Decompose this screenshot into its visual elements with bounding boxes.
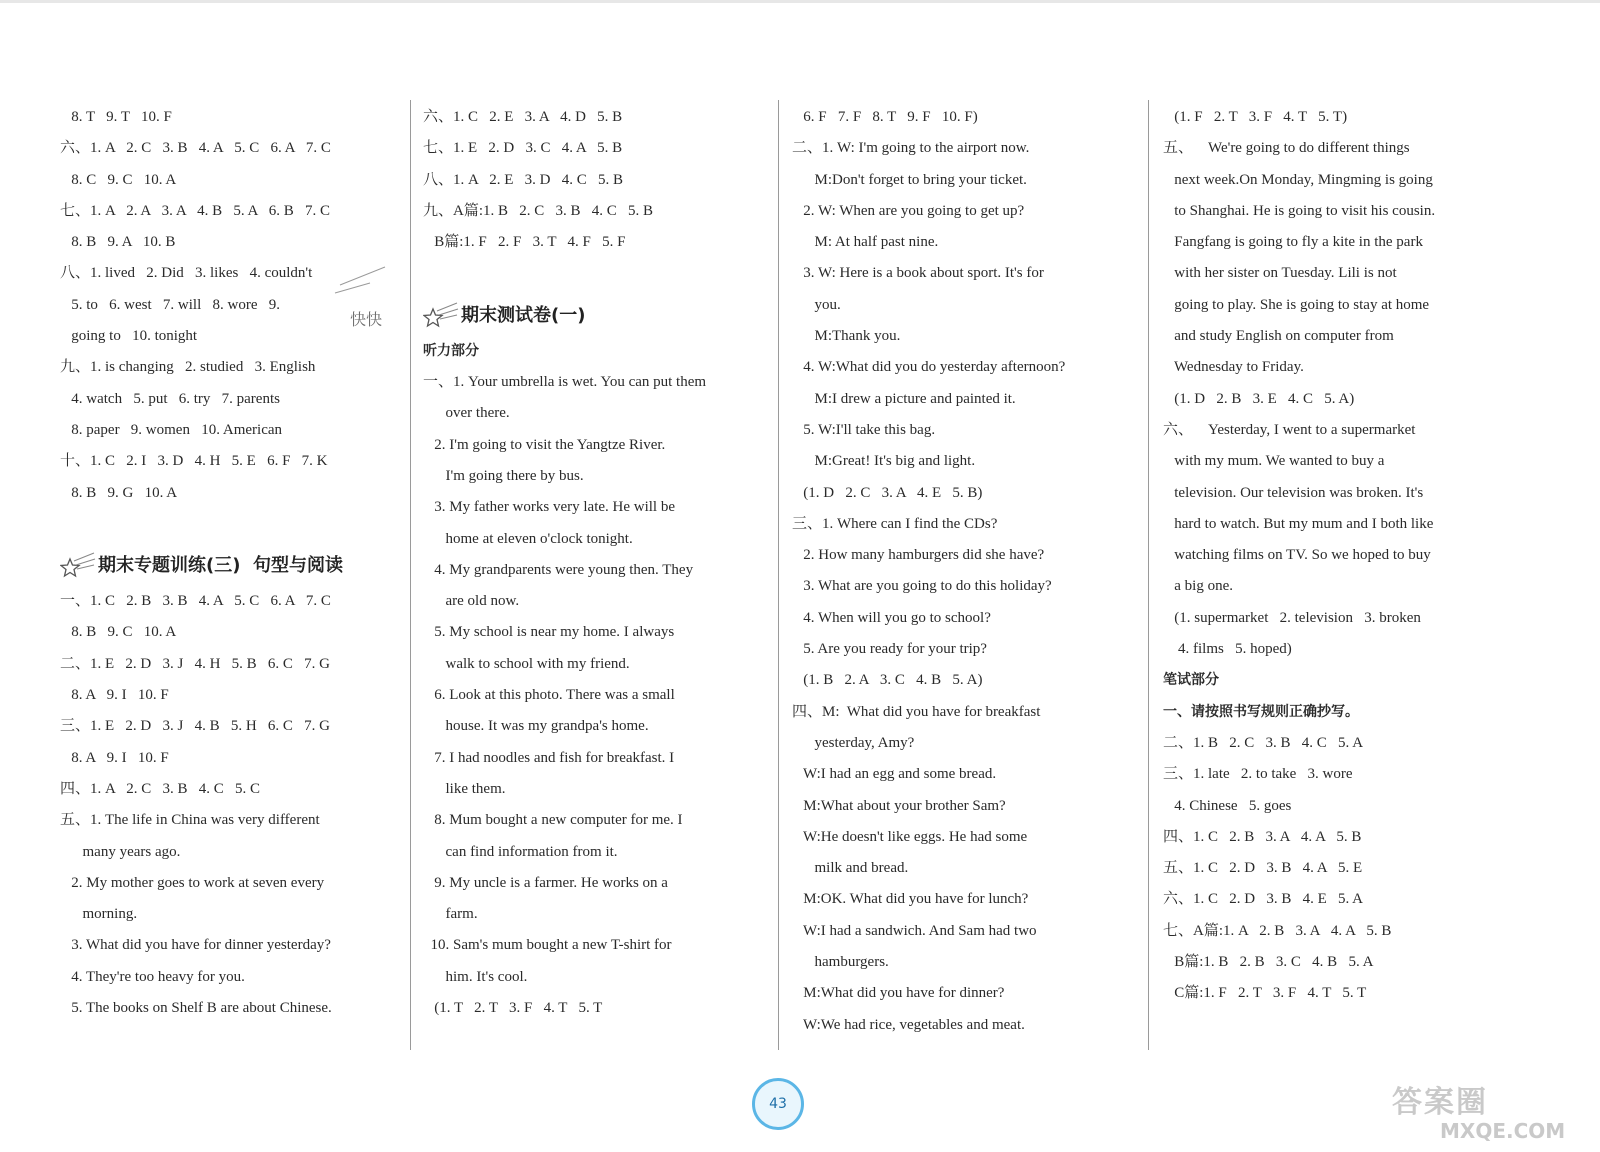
column-3 — [792, 102, 1132, 1041]
answer-line: 四、1. C 2. B 3. A 4. A 5. B — [1163, 828, 1362, 845]
answer-line: house. It was my grandpa's home. — [423, 718, 649, 735]
answer-line: 4. W:What did you do yesterday afternoon? — [792, 359, 1066, 376]
section-heading-text: 期末测试卷(一) — [461, 304, 586, 326]
answer-line: 六、1. A 2. C 3. B 4. A 5. C 6. A 7. C — [60, 140, 331, 157]
answer-line: 8. B 9. G 10. A — [60, 484, 178, 501]
answer-line: W:I had an egg and some bread. — [792, 766, 997, 783]
answer-line: over there. — [423, 405, 510, 422]
answer-line: M:What did you have for dinner? — [792, 985, 1005, 1002]
answer-line: 三、1. Where can I find the CDs? — [792, 515, 998, 532]
answer-line: 七、A篇:1. A 2. B 3. A 4. A 5. B — [1163, 922, 1392, 939]
answer-line: 8. T 9. T 10. F — [60, 109, 172, 125]
top-edge — [0, 0, 1600, 3]
answer-line: 五、 We're going to do different things — [1163, 140, 1410, 157]
answer-line: 8. B 9. C 10. A — [60, 624, 177, 641]
answer-line: television. Our television was broken. It's — [1163, 484, 1424, 501]
answer-line: 三、1. E 2. D 3. J 4. B 5. H 6. C 7. G — [60, 718, 331, 735]
answer-line: 七、1. A 2. A 3. A 4. B 5. A 6. B 7. C — [60, 202, 331, 219]
answer-line: him. It's cool. — [423, 968, 528, 985]
subsection-label: 笔试部分 — [1163, 672, 1219, 689]
answer-line: 二、1. W: I'm going to the airport now. — [792, 140, 1030, 157]
answer-line: next week.On Monday, Mingming is going — [1163, 171, 1433, 188]
answer-line: 六、1. C 2. E 3. A 4. D 5. B — [423, 109, 623, 125]
answer-line: M:What about your brother Sam? — [792, 797, 1006, 814]
watermark-line-1: 答案圈 — [1392, 1085, 1488, 1120]
answer-line: 4. They're too heavy for you. — [60, 968, 245, 985]
answer-line: 二、1. E 2. D 3. J 4. H 5. B 6. C 7. G — [60, 655, 331, 672]
answer-line: 七、1. E 2. D 3. C 4. A 5. B — [423, 140, 623, 157]
answer-line: (1. F 2. T 3. F 4. T 5. T) — [1163, 109, 1348, 125]
answer-line: M:Don't forget to bring your ticket. — [792, 171, 1027, 188]
answer-line: M:Great! It's big and light. — [792, 453, 976, 470]
answer-line: 5. W:I'll take this bag. — [792, 421, 936, 438]
answer-line: W:He doesn't like eggs. He had some — [792, 828, 1028, 845]
answer-line: can find information from it. — [423, 843, 618, 860]
answer-line: are old now. — [423, 593, 520, 610]
answer-line: 2. W: When are you going to get up? — [792, 202, 1025, 219]
answer-line — [60, 509, 395, 540]
answer-line: 四、1. A 2. C 3. B 4. C 5. C — [60, 780, 261, 797]
watermark — [1392, 1086, 1592, 1146]
answer-line: 3. My father works very late. He will be — [423, 499, 676, 516]
answer-line: and study English on computer from — [1163, 328, 1394, 345]
answer-line: with her sister on Tuesday. Lili is not — [1163, 265, 1397, 282]
answer-line: going to play. She is going to stay at home — [1163, 296, 1430, 313]
answer-line: milk and bread. — [792, 860, 909, 877]
answer-line: (1. D 2. C 3. A 4. E 5. B) — [792, 484, 983, 501]
answer-line: 一、1. Your umbrella is wet. You can put them — [423, 374, 707, 391]
answer-line: with my mum. We wanted to buy a — [1163, 453, 1385, 470]
handwriting-scribble — [330, 255, 400, 345]
answer-line: 一、1. C 2. B 3. B 4. A 5. C 6. A 7. C — [60, 593, 331, 610]
answer-line: a big one. — [1163, 578, 1233, 595]
answer-line: M:OK. What did you have for lunch? — [792, 891, 1029, 908]
answer-line: 六、1. C 2. D 3. B 4. E 5. A — [1163, 891, 1364, 908]
answer-line: 十、1. C 2. I 3. D 4. H 5. E 6. F 7. K — [60, 453, 328, 470]
answer-line: 5. My school is near my home. I always — [423, 624, 675, 641]
answer-line: home at eleven o'clock tonight. — [423, 530, 633, 547]
answer-line: 九、A篇:1. B 2. C 3. B 4. C 5. B — [423, 202, 654, 219]
answer-line: M:Thank you. — [792, 328, 901, 345]
answer-line: you. — [792, 296, 841, 313]
answer-line: 3. What are you going to do this holiday? — [792, 578, 1052, 595]
column-4 — [1163, 102, 1503, 1010]
answer-line: hard to watch. But my mum and I both like — [1163, 515, 1434, 532]
column-divider — [410, 100, 411, 1050]
answer-line: 三、1. late 2. to take 3. wore — [1163, 766, 1353, 783]
star-icon — [60, 551, 96, 581]
answer-line: 8. A 9. I 10. F — [60, 687, 169, 704]
answer-line: many years ago. — [60, 843, 181, 860]
answer-line: to Shanghai. He is going to visit his cousin. — [1163, 202, 1436, 219]
answer-line: (1. supermarket 2. television 3. broken — [1163, 609, 1421, 626]
answer-line: yesterday, Amy? — [792, 734, 915, 751]
answer-line: B篇:1. B 2. B 3. C 4. B 5. A — [1163, 954, 1374, 971]
answer-line: 五、1. C 2. D 3. B 4. A 5. E — [1163, 860, 1363, 877]
answer-line: 八、1. lived 2. Did 3. likes 4. couldn't — [60, 265, 313, 282]
answer-line: M:I drew a picture and painted it. — [792, 390, 1016, 407]
answer-line: 3. What did you have for dinner yesterday? — [60, 937, 331, 954]
answer-line: 2. My mother goes to work at seven every — [60, 874, 325, 891]
answer-line: M: At half past nine. — [792, 234, 939, 251]
answer-line: 九、1. is changing 2. studied 3. English — [60, 359, 316, 376]
subsection-label: 一、请按照书写规则正确抄写。 — [1163, 703, 1359, 720]
answer-line: 五、1. The life in China was very different — [60, 812, 320, 829]
answer-line: 四、M: What did you have for breakfast — [792, 703, 1041, 720]
answer-line: watching films on TV. So we hoped to buy — [1163, 547, 1431, 564]
section-heading — [423, 296, 763, 336]
answer-line: 2. I'm going to visit the Yangtze River. — [423, 436, 666, 453]
answer-line: going to 10. tonight — [60, 328, 198, 345]
answer-line: 10. Sam's mum bought a new T-shirt for — [423, 937, 672, 954]
section-heading-text: 期末专题训练(三) 句型与阅读 — [98, 555, 343, 577]
answer-line: 八、1. A 2. E 3. D 4. C 5. B — [423, 171, 624, 188]
answer-line: B篇:1. F 2. F 3. T 4. F 5. F — [423, 234, 626, 251]
answer-line: 9. My uncle is a farmer. He works on a — [423, 874, 668, 891]
answer-line: C篇:1. F 2. T 3. F 4. T 5. T — [1163, 985, 1367, 1002]
answer-line: 8. B 9. A 10. B — [60, 234, 176, 251]
answer-line: like them. — [423, 780, 506, 797]
answer-line: (1. B 2. A 3. C 4. B 5. A) — [792, 672, 983, 689]
column-2 — [423, 102, 763, 1024]
section-heading — [60, 546, 395, 586]
answer-line — [423, 258, 763, 289]
answer-line: 4. watch 5. put 6. try 7. parents — [60, 390, 280, 407]
answer-line: 8. C 9. C 10. A — [60, 171, 177, 188]
answer-line: walk to school with my friend. — [423, 655, 630, 672]
answer-line: (1. D 2. B 3. E 4. C 5. A) — [1163, 390, 1355, 407]
answer-line: I'm going there by bus. — [423, 467, 584, 484]
star-icon — [423, 301, 459, 331]
answer-line: 5. The books on Shelf B are about Chinese. — [60, 1000, 332, 1017]
subsection-label: 听力部分 — [423, 342, 479, 359]
page-number: 43 — [752, 1078, 804, 1130]
answer-line: 7. I had noodles and fish for breakfast. I — [423, 749, 675, 766]
answer-line: morning. — [60, 906, 138, 923]
answer-line: 6. Look at this photo. There was a small — [423, 687, 675, 704]
answer-line: (1. T 2. T 3. F 4. T 5. T — [423, 1000, 603, 1017]
answer-line: 3. W: Here is a book about sport. It's for — [792, 265, 1044, 282]
answer-line: 5. Are you ready for your trip? — [792, 641, 987, 658]
answer-line: farm. — [423, 906, 478, 923]
answer-line: Fangfang is going to fly a kite in the park — [1163, 234, 1423, 251]
column-1 — [60, 102, 395, 1024]
answer-line: 6. F 7. F 8. T 9. F 10. F) — [792, 109, 978, 125]
answer-line: 2. How many hamburgers did she have? — [792, 547, 1045, 564]
answer-line: 8. A 9. I 10. F — [60, 749, 169, 766]
column-divider — [778, 100, 779, 1050]
answer-line: 5. to 6. west 7. will 8. wore 9. — [60, 296, 280, 313]
answer-line: 4. When will you go to school? — [792, 609, 991, 626]
answer-line: 4. Chinese 5. goes — [1163, 797, 1292, 814]
answer-line: 4. films 5. hoped) — [1163, 641, 1292, 658]
handwriting-text: 快快 — [350, 310, 383, 329]
answer-line: hamburgers. — [792, 954, 889, 971]
answer-line: 4. My grandparents were young then. They — [423, 561, 694, 578]
answer-line: W:We had rice, vegetables and meat. — [792, 1016, 1025, 1033]
watermark-line-2: MXQE.COM — [1440, 1119, 1566, 1143]
answer-line: 二、1. B 2. C 3. B 4. C 5. A — [1163, 734, 1364, 751]
column-divider — [1148, 100, 1149, 1050]
answer-line: 8. Mum bought a new computer for me. I — [423, 812, 683, 829]
answer-line: 8. paper 9. women 10. American — [60, 421, 283, 438]
answer-line: W:I had a sandwich. And Sam had two — [792, 922, 1037, 939]
answer-line: Wednesday to Friday. — [1163, 359, 1304, 376]
answer-line: 六、 Yesterday, I went to a supermarket — [1163, 421, 1416, 438]
